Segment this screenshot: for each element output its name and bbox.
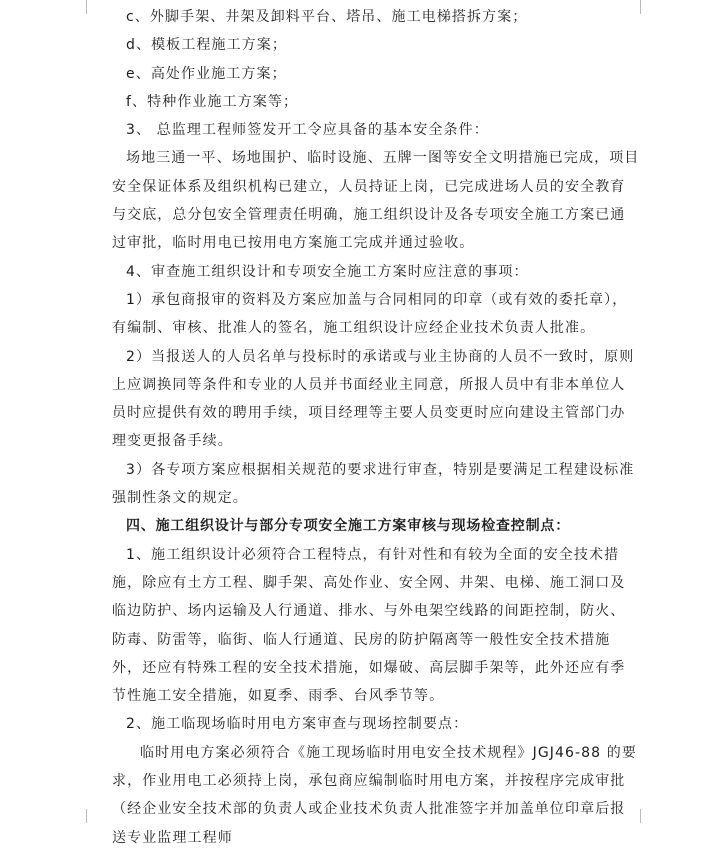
section-4-point-3: 3）各专项方案应根据相关规范的要求进行审查，特别是要满足工程建设标准强制性条文的规定。 bbox=[112, 461, 635, 507]
item-e: e、高处作业施工方案； bbox=[126, 65, 287, 82]
item-f: f、特种作业施工方案等； bbox=[126, 93, 299, 110]
chapter-point-1: 1、施工组织设计必须符合工程特点，有针对性和有较为全面的安全技术措施，除应有土方工程、脚手架、高处作业、安全网、井架、电梯、施工洞口及临边防护、场内运输及人行通道、排水、与外电架空线路的间距控制，防火、防毒、防雷等，临街、临人行通道、民房的防护隔离等一般性安全技术措施外，还应有特殊工程的安全技术措施，如爆破、高层脚手架等，此外还应有季节性施工安全措施，如夏季、雨季、台风季节等。 bbox=[112, 546, 626, 705]
chapter-point-2-body: 临时用电方案必须符合《施工现场临时用电安全技术规程》JGJ46-88 的要求，作业用电工必须持上岗，承包商应编制临时用电方案，并按程序完成审批（经企业安全技术部的负责人或企业技术负责人批准签字并加盖单位印章后报送专业监理工程师 bbox=[112, 744, 637, 846]
page-guide-left-top bbox=[86, 0, 87, 14]
page-guide-right-top bbox=[640, 0, 641, 14]
section-4-point-1: 1）承包商报审的资料及方案应加盖与合同相同的印章（或有效的委托章），有编制、审核、批准人的签名，施工组织设计应经企业技术负责人批准。 bbox=[112, 291, 628, 337]
chapter-heading: 四、施工组织设计与部分专项安全施工方案审核与现场检查控制点： bbox=[126, 518, 570, 535]
section-3-body: 场地三通一平、场地围护、临时设施、五牌一图等安全文明措施已完成，项目安全保证体系及组织机构已建立，人员持证上岗，已完成进场人员的安全教育与交底，总分包安全管理责任明确，施工组织设计及各专项安全施工方案已通过审批，临时用电已按用电方案施工完成并通过验收。 bbox=[112, 150, 640, 252]
section-4-title: 4、审查施工组织设计和专项安全施工方案时应注意的事项： bbox=[126, 263, 529, 280]
item-d: d、模板工程施工方案； bbox=[126, 37, 287, 54]
item-c: c、外脚手架、井架及卸料平台、塔吊、施工电梯搭拆方案； bbox=[126, 9, 528, 25]
chapter-point-2-title: 2、施工临现场临时用电方案审查与现场控制要点： bbox=[126, 716, 469, 733]
section-4-point-2: 2）当报送人的人员名单与投标时的承诺或与业主协商的人员不一致时，原则上应调换同等条件和专业的人员并书面经业主同意，所报人员中有非本单位人员时应提供有效的聘用手续，项目经理等主要人员变更时应向建设主管部门办理变更报备手续。 bbox=[112, 348, 635, 450]
document-body bbox=[112, 0, 640, 852]
page-guide-right-bottom bbox=[640, 809, 641, 823]
section-3-title: 3、 总监理工程师签发开工令应具备的基本安全条件： bbox=[126, 122, 489, 139]
page-guide-left-bottom bbox=[86, 809, 87, 823]
